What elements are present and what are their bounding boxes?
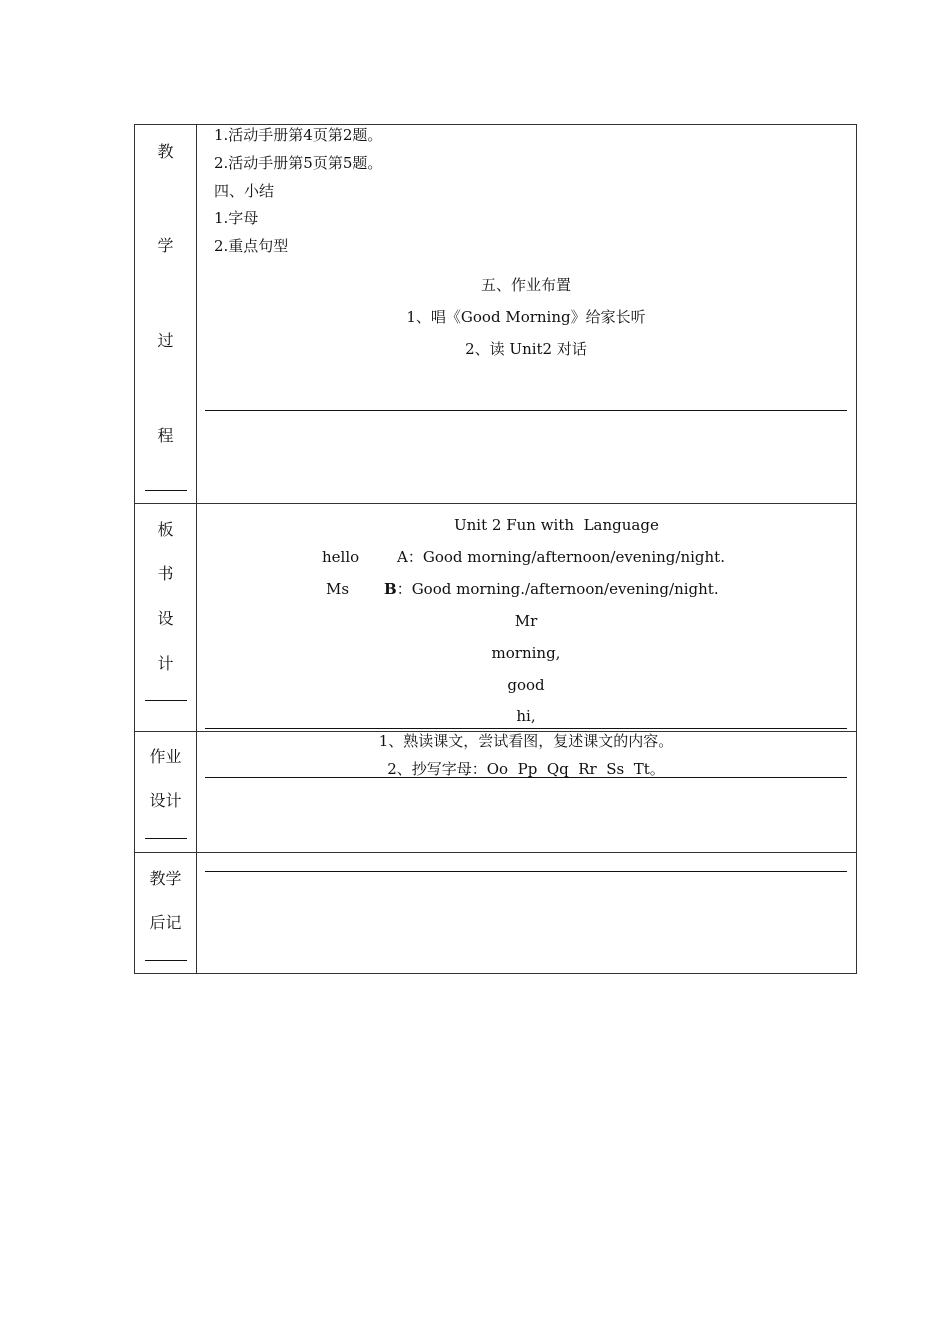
writing-line bbox=[205, 777, 847, 778]
board-label-char-2: 书 bbox=[157, 564, 174, 583]
label-underline bbox=[145, 490, 187, 491]
column-divider bbox=[196, 125, 197, 973]
board-word-ms: Ms bbox=[326, 580, 350, 598]
board-word-morning: morning, bbox=[491, 644, 561, 662]
assignment-label-line-2: 设计 bbox=[149, 791, 182, 810]
writing-line bbox=[205, 728, 847, 729]
process-line-4: 1.字母 bbox=[214, 209, 259, 227]
board-title: Unit 2 Fun with Language bbox=[454, 516, 659, 534]
row-divider bbox=[135, 503, 856, 504]
process-label-char-1: 教 bbox=[157, 142, 174, 161]
process-line-2: 2.活动手册第5页第5题。 bbox=[214, 154, 383, 172]
board-word-mr: Mr bbox=[514, 612, 538, 630]
board-sentence-a: A：Good morning/afternoon/evening/night. bbox=[397, 548, 725, 566]
process-line-3: 四、小结 bbox=[214, 182, 275, 200]
board-sentence-b bbox=[384, 579, 719, 599]
assignment-label-line-1: 作业 bbox=[149, 747, 182, 766]
board-label-char-4: 计 bbox=[157, 654, 174, 673]
process-label-char-3: 过 bbox=[157, 331, 174, 350]
board-sentence-b-text: ：Good morning./afternoon/evening/night. bbox=[396, 580, 719, 598]
board-word-hello: hello bbox=[322, 548, 360, 566]
reflection-label-line-2: 后记 bbox=[149, 913, 182, 932]
row-divider bbox=[135, 852, 856, 853]
board-word-good: good bbox=[507, 676, 545, 694]
assignment-item-1: 1、熟读课文，尝试看图，复述课文的内容。 bbox=[378, 732, 674, 750]
board-label-char-1: 板 bbox=[157, 520, 174, 539]
board-word-hi: hi, bbox=[516, 707, 536, 725]
process-line-5: 2.重点句型 bbox=[214, 237, 289, 255]
homework-item-1: 1、唱《Good Morning》给家长听 bbox=[406, 308, 646, 326]
lesson-plan-table bbox=[134, 124, 857, 974]
homework-item-2: 2、读 Unit2 对话 bbox=[465, 340, 587, 358]
board-label-char-3: 设 bbox=[157, 609, 174, 628]
writing-line bbox=[205, 871, 847, 872]
homework-title: 五、作业布置 bbox=[480, 276, 571, 294]
label-underline bbox=[145, 700, 187, 701]
assignment-item-2: 2、抄写字母：Oo Pp Qq Rr Ss Tt。 bbox=[387, 760, 665, 778]
label-underline bbox=[145, 838, 187, 839]
process-label-char-2: 学 bbox=[157, 236, 174, 255]
reflection-label-line-1: 教学 bbox=[149, 869, 182, 888]
label-underline bbox=[145, 960, 187, 961]
speaker-b: B bbox=[384, 580, 397, 598]
process-line-1: 1.活动手册第4页第2题。 bbox=[214, 126, 383, 144]
writing-line bbox=[205, 410, 847, 411]
process-label-char-4: 程 bbox=[157, 426, 174, 445]
